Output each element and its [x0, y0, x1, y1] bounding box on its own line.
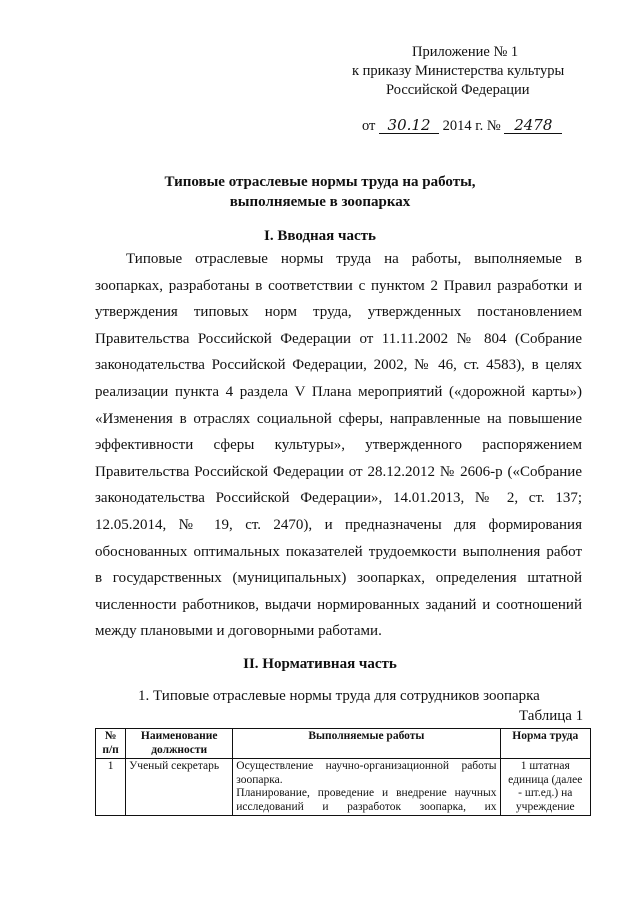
- paragraph-line: Правительства Российской Федерации от 28.12.2012 № 2606-р («Собрание: [95, 463, 582, 480]
- header-cell-line: должности: [151, 743, 208, 756]
- appendix-label: Приложение № 1: [412, 44, 519, 60]
- cell-line: Осуществление научно-организационной работы: [236, 760, 497, 772]
- cell-position: [126, 759, 233, 816]
- table-header-row: [96, 729, 591, 759]
- date-line: [362, 118, 562, 135]
- cell-line: - шт.ед.) на: [518, 787, 573, 799]
- cell-line: учреждение: [515, 800, 575, 813]
- cell-norm: [500, 759, 590, 816]
- norms-table: [95, 728, 591, 816]
- paragraph-line: «Изменения в отраслях социальной сферы, направленные на повышение: [95, 410, 582, 427]
- paragraph-line: эффективности сферы культуры», утвержденного распоряжением: [95, 437, 582, 454]
- document-title-line-1: Типовые отраслевые нормы труда на работы,: [164, 174, 476, 190]
- order-reference: к приказу Министерства культуры: [352, 63, 565, 79]
- handwritten-number: 2478: [504, 118, 562, 134]
- paragraph-line: Типовые отраслевые нормы труда на работы, выполняемые в: [126, 251, 582, 267]
- paragraph-line: численности работников, выдачи нормированных заданий и соотношений: [95, 596, 582, 613]
- cell-line: зоопарка.: [236, 773, 283, 786]
- table-row: [96, 759, 591, 816]
- section-2-heading: II. Нормативная часть: [243, 656, 397, 672]
- cell-line: единица (далее: [508, 773, 583, 786]
- date-prefix: от: [362, 118, 376, 134]
- header-cell-line: п/п: [102, 743, 119, 756]
- paragraph-line: обоснованных оптимальных показателей трудоемкости выполнения работ: [95, 543, 582, 560]
- cell-line: исследований и разработок зоопарка, их: [236, 800, 497, 813]
- paragraph-line: законодательства Российской Федерации, 2002, № 46, ст. 4583), в целях: [95, 357, 582, 374]
- paragraph-line: законодательства Российской Федерации», 14.01.2013, № 2, ст. 137;: [95, 490, 582, 507]
- cell-line: 1: [107, 760, 114, 772]
- handwritten-date: 30.12: [379, 118, 439, 134]
- paragraph-line: в государственных (муниципальных) зоопарках, определения штатной: [95, 570, 582, 587]
- header-cell-line: Наименование: [140, 730, 218, 742]
- cell-line: Планирование, проведение и внедрение научных: [236, 787, 497, 799]
- header-work: [233, 729, 500, 759]
- cell-line: 1 штатная: [520, 760, 570, 772]
- header-number: [96, 729, 126, 759]
- document-title-line-2: выполняемые в зоопарках: [229, 194, 411, 210]
- paragraph-line: Правительства Российской Федерации от 11.11.2002 № 804 (Собрание: [95, 330, 582, 347]
- federation-label: Российской Федерации: [386, 82, 530, 98]
- cell-number: [96, 759, 126, 816]
- paragraph-line: зоопарках, разработаны в соответствии с пунктом 2 Правил разработки и: [95, 277, 582, 294]
- header-cell-line: Выполняемые работы: [308, 730, 425, 742]
- date-year: 2014 г. №: [442, 118, 501, 134]
- list-item-1: 1. Типовые отраслевые нормы труда для сотрудников зоопарка: [138, 688, 540, 704]
- paragraph-line: 12.05.2014, № 19, ст. 2470), и предназначены для формирования: [95, 517, 582, 533]
- paragraph-line: утверждения типовых норм труда, утвержденных постановлением: [95, 304, 582, 321]
- header-norm: [500, 729, 590, 759]
- table-caption: Таблица 1: [519, 708, 584, 724]
- header-position: [126, 729, 233, 759]
- cell-work: [233, 759, 500, 816]
- section-1-heading: I. Вводная часть: [264, 228, 376, 244]
- header-cell-line: Норма труда: [512, 730, 579, 742]
- header-cell-line: №: [104, 730, 117, 742]
- cell-line: Ученый секретарь: [129, 760, 220, 772]
- paragraph-line: между плановыми и договорными работами.: [95, 623, 382, 640]
- paragraph-line: реализации пункта 4 раздела V Плана мероприятий («дорожной карты»): [95, 384, 582, 400]
